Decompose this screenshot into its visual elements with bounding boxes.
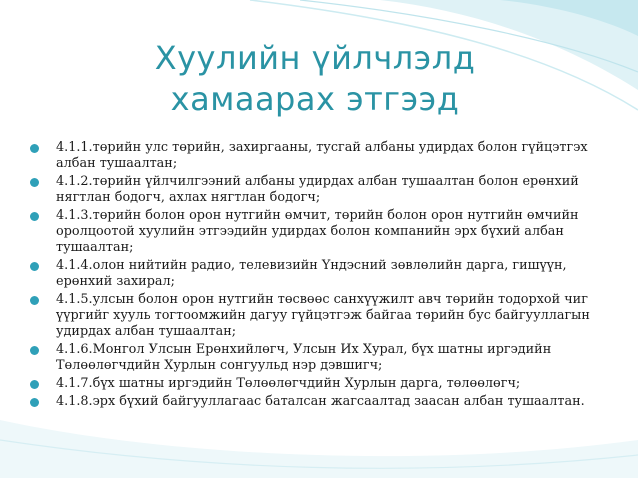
- list-item: [26, 140, 606, 172]
- list-item: [26, 376, 606, 392]
- bullet-icon: [30, 262, 39, 271]
- title-line-1: Хуулийн үйлчлэлд: [154, 39, 476, 77]
- bullet-list: [26, 140, 606, 412]
- list-item-text: 4.1.3.төрийн болон орон нутгийн өмчит, төрийн болон орон нутгийн өмчийн оролцоотой хуулийн этгээдийн удирдах болон компанийн эрх бүхий албан тушаалтан;: [56, 208, 579, 255]
- bullet-icon: [30, 212, 39, 221]
- list-item: [26, 174, 606, 206]
- slide-title: [120, 38, 510, 120]
- bullet-icon: [30, 144, 39, 153]
- list-item: [26, 342, 606, 374]
- bullet-icon: [30, 346, 39, 355]
- list-item: [26, 394, 606, 410]
- list-item-text: 4.1.5.улсын болон орон нутгийн төсвөөс санхүүжилт авч төрийн тодорхой чиг үүргийг хууль тогтоомжийн дагуу гүйцэтгэж байгаа төрийн бус байгууллагын удирдах албан тушаалтан;: [56, 292, 590, 339]
- list-item: [26, 292, 606, 340]
- bullet-icon: [30, 380, 39, 389]
- list-item-text: 4.1.8.эрх бүхий байгууллагаас баталсан жагсаалтад заасан албан тушаалтан.: [56, 394, 585, 409]
- list-item-text: 4.1.7.бүх шатны иргэдийн Төлөөлөгчдийн Хурлын дарга, төлөөлөгч;: [56, 376, 521, 391]
- list-item-text: 4.1.2.төрийн үйлчилгээний албаны удирдах албан тушаалтан болон ерөнхий нягтлан бодогч, ахлах нягтлан бодогч;: [56, 174, 579, 205]
- list-item: [26, 258, 606, 290]
- list-item-text: 4.1.4.олон нийтийн радио, телевизийн Үндэсний зөвлөлийн дарга, гишүүн, ерөнхий захирал;: [56, 258, 567, 289]
- title-line-2: хамаарах этгээд: [170, 80, 460, 118]
- bullet-icon: [30, 296, 39, 305]
- bullet-icon: [30, 398, 39, 407]
- bullet-icon: [30, 178, 39, 187]
- list-item-text: 4.1.1.төрийн улс төрийн, захиргааны, тусгай албаны удирдах болон гүйцэтгэх албан тушаалтан;: [56, 140, 588, 171]
- list-item-text: 4.1.6.Монгол Улсын Ерөнхийлөгч, Улсын Их Хурал, бүх шатны иргэдийн Төлөөлөгчдийн Хурлын сонгуульд нэр дэвшигч;: [56, 342, 552, 373]
- list-item: [26, 208, 606, 256]
